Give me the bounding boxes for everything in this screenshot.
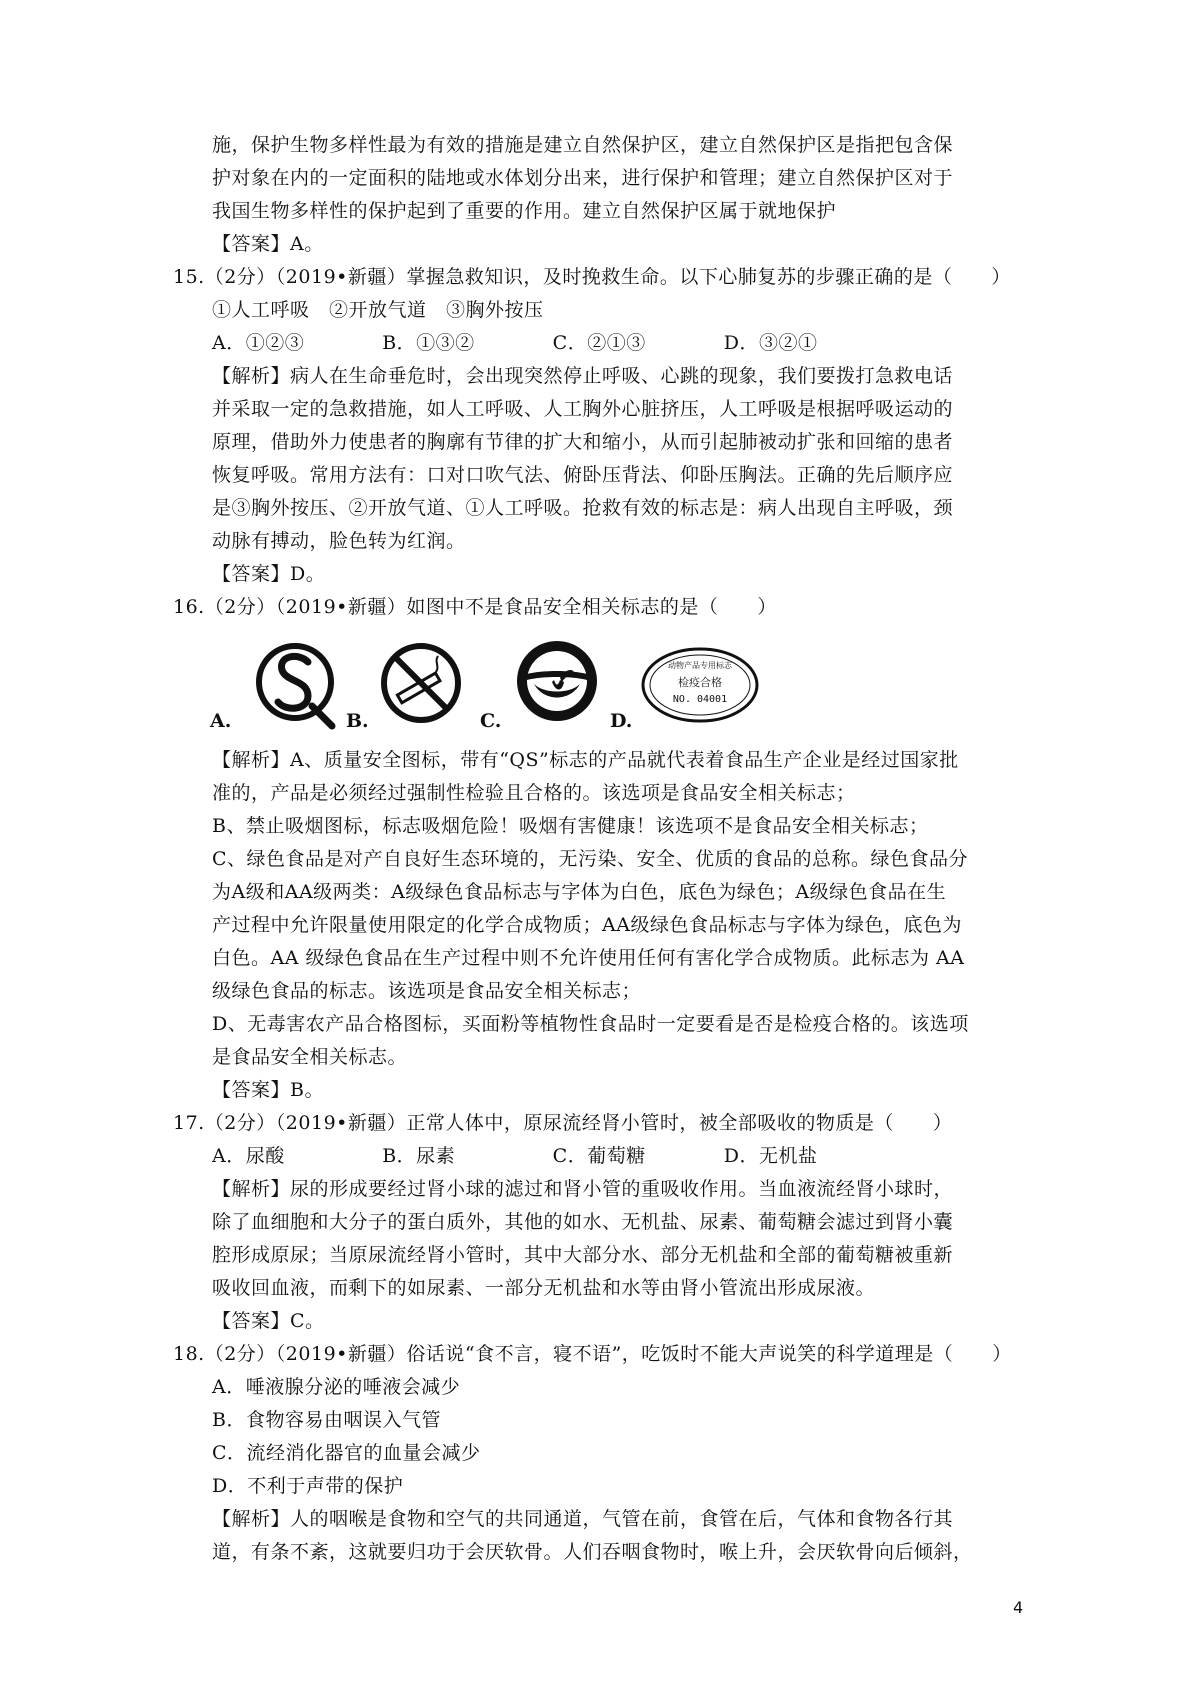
green-food-logo-icon (512, 636, 602, 726)
option-b-label: B. (346, 710, 369, 732)
text-line: C、绿色食品是对产自良好生态环境的，无污染、安全、优质的食品的总称。绿色食品分 (212, 848, 969, 870)
text-line: 为A级和AA级两类：A级绿色食品标志与字体为白色，底色为绿色；A级绿色食品在生 (212, 881, 947, 903)
answer-line: 【答案】A。 (212, 233, 324, 255)
no-smoking-icon (380, 642, 462, 724)
question-15: 15.（2分）（2019•新疆）掌握急救知识，及时挽救生命。以下心肺复苏的步骤正确的是（ ） (173, 266, 1011, 288)
text-line: 道，有条不紊，这就要归功于会厌软骨。人们吞咽食物时，喉上升，会厌软骨向后倾斜， (212, 1541, 973, 1563)
text-line: 并采取一定的急救措施，如人工呼吸、人工胸外心脏挤压，人工呼吸是根据呼吸运动的 (212, 398, 954, 420)
text-line: 我国生物多样性的保护起到了重要的作用。建立自然保护区属于就地保护 (212, 200, 837, 222)
qs-logo-icon (250, 640, 340, 730)
text-line: 白色。AA 级绿色食品在生产过程中则不允许使用任何有害化学合成物质。此标志为 AA (212, 947, 965, 969)
question-18-option-a: A．唾液腺分泌的唾液会减少 (212, 1376, 461, 1398)
text-line: 是③胸外按压、②开放气道、①人工呼吸。抢救有效的标志是：病人出现自主呼吸，颈 (212, 497, 954, 519)
question-17: 17.（2分）（2019•新疆）正常人体中，原尿流经肾小管时，被全部吸收的物质是（ ） (173, 1112, 953, 1134)
option-d-label: D. (610, 710, 633, 732)
text-line: 【解析】病人在生命垂危时，会出现突然停止呼吸、心跳的现象，我们要拨打急救电话 (212, 365, 954, 387)
answer-line: 【答案】C。 (212, 1310, 325, 1332)
option-c-label: C. (480, 710, 502, 732)
text-line: 护对象在内的一定面积的陆地或水体划分出来，进行保护和管理；建立自然保护区对于 (212, 167, 954, 189)
text-line: 腔形成原尿；当原尿流经肾小管时，其中大部分水、部分无机盐和全部的葡萄糖被重新 (212, 1244, 954, 1266)
quarantine-stamp-icon (640, 646, 760, 724)
answer-line: 【答案】D。 (212, 563, 326, 585)
question-18: 18.（2分）（2019•新疆）俗话说“食不言，寝不语”，吃饭时不能大声说笑的科学道理是（ ） (173, 1343, 1012, 1365)
stamp-top-text: 动物产品专用标志 (668, 661, 732, 670)
question-18-option-d: D．不利于声带的保护 (212, 1475, 404, 1497)
page-number: 4 (1013, 1598, 1024, 1617)
question-15-options: A．①②③ B．①③② C．②①③ D．③②① (212, 332, 818, 354)
text-line: 产过程中允许限量使用限定的化学合成物质；AA级绿色食品标志与字体为绿色，底色为 (212, 914, 962, 936)
question-18-option-b: B．食物容易由咽误入气管 (212, 1409, 441, 1431)
text-line: 级绿色食品的标志。该选项是食品安全相关标志； (212, 980, 642, 1002)
analysis-line: 【解析】尿的形成要经过肾小球的滤过和肾小管的重吸收作用。当血液流经肾小球时， (212, 1178, 954, 1200)
stamp-middle-text: 检疫合格 (678, 676, 722, 689)
analysis-line: 【解析】A、质量安全图标，带有“QS”标志的产品就代表着食品生产企业是经过国家批 (212, 749, 959, 771)
text-line: 施，保护生物多样性最为有效的措施是建立自然保护区，建立自然保护区是指把包含保 (212, 134, 954, 156)
answer-line: 【答案】B。 (212, 1079, 324, 1101)
text-line: 动脉有搏动，脸色转为红润。 (212, 530, 466, 552)
question-16: 16.（2分）（2019•新疆）如图中不是食品安全相关标志的是（ ） (173, 596, 777, 618)
text-line: 准的，产品是必须经过强制性检验且合格的。该选项是食品安全相关标志； (212, 782, 856, 804)
question-18-option-c: C．流经消化器官的血量会减少 (212, 1442, 481, 1464)
question-17-options: A．尿酸 B．尿素 C．葡萄糖 D．无机盐 (212, 1145, 818, 1167)
text-line: 恢复呼吸。常用方法有：口对口吹气法、俯卧压背法、仰卧压胸法。正确的先后顺序应 (212, 464, 954, 486)
stamp-code-text: NO. 04001 (672, 694, 728, 705)
question-15-steps: ①人工呼吸 ②开放气道 ③胸外按压 (212, 299, 544, 321)
text-line: 除了血细胞和大分子的蛋白质外，其他的如水、无机盐、尿素、葡萄糖会滤过到肾小囊 (212, 1211, 954, 1233)
option-a-label: A. (210, 710, 232, 732)
text-line: 原理，借助外力使患者的胸廓有节律的扩大和缩小，从而引起肺被动扩张和回缩的患者 (212, 431, 954, 453)
analysis-line: 【解析】人的咽喉是食物和空气的共同通道，气管在前，食管在后，气体和食物各行其 (212, 1508, 954, 1530)
text-line: D、无毒害农产品合格图标，买面粉等植物性食品时一定要看是否是检疫合格的。该选项 (212, 1013, 969, 1035)
text-line: B、禁止吸烟图标，标志吸烟危险！吸烟有害健康！该选项不是食品安全相关标志； (212, 815, 929, 837)
text-line: 是食品安全相关标志。 (212, 1046, 408, 1068)
text-line: 吸收回血液，而剩下的如尿素、一部分无机盐和水等由肾小管流出形成尿液。 (212, 1277, 876, 1299)
